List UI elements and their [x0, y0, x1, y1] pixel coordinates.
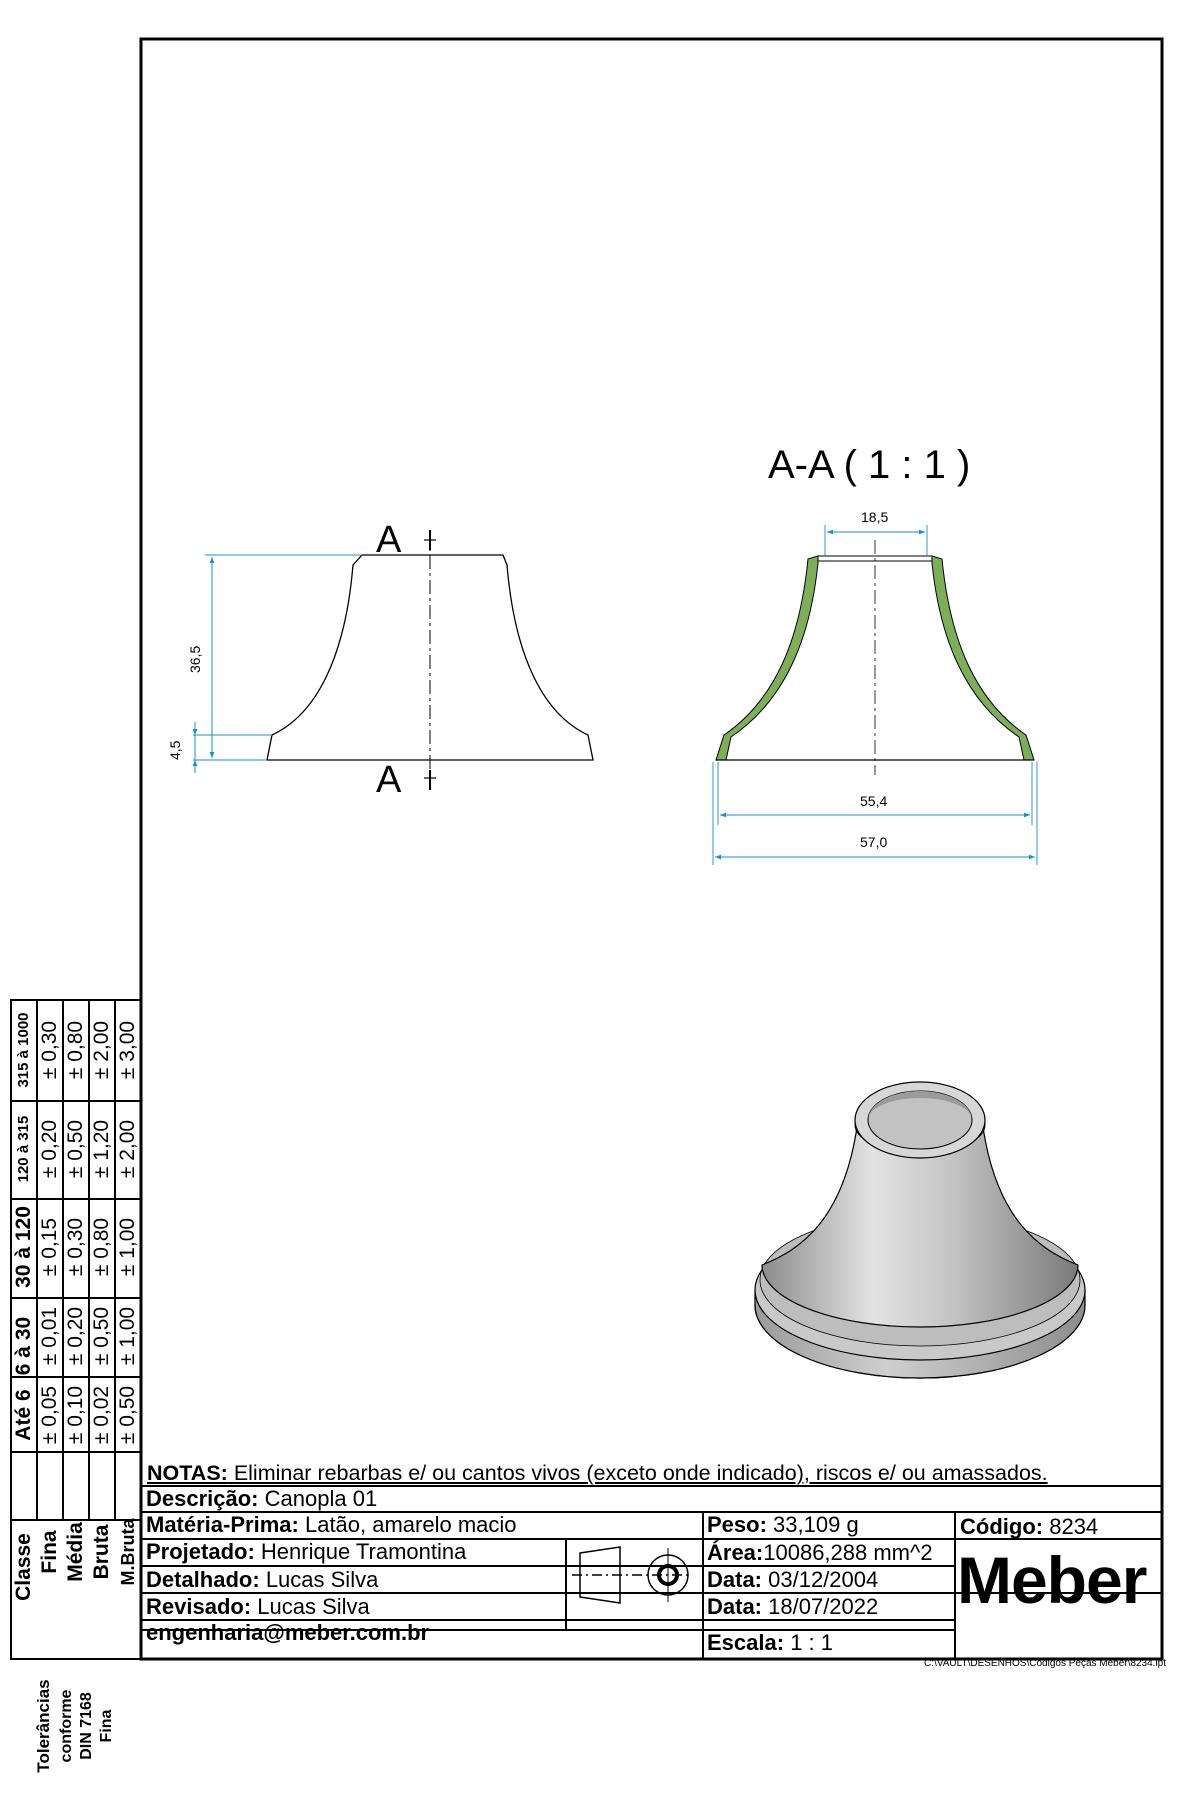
tol-header-classe: Classe [12, 1533, 35, 1601]
projection-symbol [572, 1547, 690, 1603]
notes-text: Eliminar rebarbas e/ ou cantos vivos (exceto onde indicado), riscos e/ ou amassados. [233, 1461, 1048, 1485]
projetado-value: Henrique Tramontina [260, 1539, 467, 1564]
tol-header-30-120: 30 à 120 [12, 1206, 35, 1288]
tol-value: ± 1,00 [116, 1217, 139, 1277]
notes [147, 1460, 1162, 1486]
tol-header-6-30: 6 à 30 [12, 1316, 35, 1376]
tol-value: ± 3,00 [116, 1020, 139, 1080]
tol-note-sub1: conforme [58, 1689, 75, 1763]
tol-value: ± 0,02 [90, 1385, 113, 1445]
tol-value: ± 1,20 [90, 1119, 113, 1179]
tol-value: ± 2,00 [90, 1020, 113, 1080]
email: engenharia@meber.com.br [146, 1620, 430, 1645]
dim-top-diameter: 18,5 [861, 509, 889, 525]
drawing-border [141, 39, 1162, 1659]
tol-value: ± 0,80 [64, 1020, 87, 1080]
tol-value: ± 0,50 [90, 1306, 113, 1366]
dim-outer-base: 57,0 [860, 834, 888, 850]
tol-value: ± 1,00 [116, 1306, 139, 1366]
dim-inner-base: 55,4 [860, 793, 888, 809]
tol-value: ± 0,05 [38, 1385, 61, 1445]
tolerance-table [11, 1000, 141, 1773]
data-criacao-field [707, 1567, 952, 1593]
tolerance-note [33, 1000, 59, 1773]
dim-base: 4,5 [167, 740, 183, 760]
section-view [713, 443, 1037, 865]
revisado-label: Revisado: [146, 1594, 252, 1619]
tol-value: ± 2,00 [116, 1119, 139, 1179]
tol-value: ± 0,30 [38, 1020, 61, 1080]
descricao-label: Descrição: [146, 1486, 259, 1511]
tol-value: ± 0,20 [64, 1306, 87, 1366]
cut-label-top: A [376, 519, 402, 561]
section-wall-right [932, 556, 1034, 760]
codigo-label: Código: [960, 1514, 1044, 1539]
brand-logo: Meber [957, 1545, 1147, 1615]
descricao-field [146, 1486, 1156, 1512]
materia-label: Matéria-Prima: [146, 1512, 299, 1537]
notes-label: NOTAS: [147, 1461, 228, 1485]
cut-label-bottom: A [376, 759, 402, 801]
data-criacao-value: 03/12/2004 [768, 1567, 879, 1592]
peso-label: Peso: [707, 1512, 767, 1537]
tol-classe-fina: Fina [38, 1530, 61, 1574]
tol-value: ± 0,50 [64, 1119, 87, 1179]
tol-note-sub3: Fina [98, 1709, 115, 1743]
tol-classe-bruta: Bruta [90, 1524, 113, 1580]
section-wall-left [716, 556, 818, 760]
materia-value: Latão, amarelo macio [304, 1512, 517, 1537]
tol-value: ± 0,80 [90, 1217, 113, 1277]
data-revisao-value: 18/07/2022 [768, 1594, 879, 1619]
isometric-render [755, 1082, 1085, 1378]
projetado-label: Projetado: [146, 1539, 255, 1564]
data-criacao-label: Data: [707, 1567, 763, 1592]
tol-value: ± 0,01 [38, 1306, 61, 1366]
tol-classe-media: Média [64, 1522, 87, 1582]
codigo-field [960, 1514, 1160, 1540]
tol-value: ± 0,10 [64, 1385, 87, 1445]
escala-field [707, 1630, 952, 1656]
revisado-field [146, 1594, 564, 1620]
tol-value: ± 0,20 [38, 1119, 61, 1179]
tol-header-ate-6: Até 6 [12, 1389, 35, 1441]
projetado-field [146, 1539, 564, 1565]
tol-value: ± 0,30 [64, 1217, 87, 1277]
codigo-value: 8234 [1049, 1514, 1099, 1539]
descricao-value: Canopla 01 [264, 1486, 378, 1511]
file-path: C:\VAULT\DESENHOS\Códigos Peças Meber\8234.ipt [924, 1658, 1166, 1669]
tol-classe-mbruta: M.Bruta [118, 1518, 138, 1586]
dim-height: 36,5 [187, 645, 203, 673]
revisado-value: Lucas Silva [257, 1594, 370, 1619]
data-revisao-label: Data: [707, 1594, 763, 1619]
peso-field [707, 1512, 952, 1538]
tol-note-title: Tolerâncias [34, 1679, 53, 1773]
data-revisao-field [707, 1594, 952, 1620]
materia-field [146, 1512, 701, 1538]
area-field [707, 1540, 955, 1566]
peso-value: 33,109 g [773, 1512, 859, 1537]
tol-header-120-315: 120 à 315 [15, 1115, 32, 1183]
front-view [167, 519, 593, 801]
tol-header-315-1000: 315 à 1000 [15, 1012, 32, 1088]
detalhado-label: Detalhado: [146, 1567, 260, 1592]
escala-value: 1 : 1 [790, 1630, 833, 1655]
tol-value: ± 0,50 [116, 1385, 139, 1445]
tol-note-sub2: DIN 7168 [78, 1692, 95, 1760]
tol-value: ± 0,15 [38, 1217, 61, 1277]
tolerance-note-line4 [97, 1000, 123, 1743]
section-label: A-A ( 1 : 1 ) [768, 443, 971, 487]
detalhado-value: Lucas Silva [265, 1567, 379, 1592]
detalhado-field [146, 1567, 564, 1593]
escala-label: Escala: [707, 1630, 785, 1655]
area-value: 10086,288 mm^2 [763, 1540, 933, 1565]
area-label: Área: [707, 1540, 764, 1565]
